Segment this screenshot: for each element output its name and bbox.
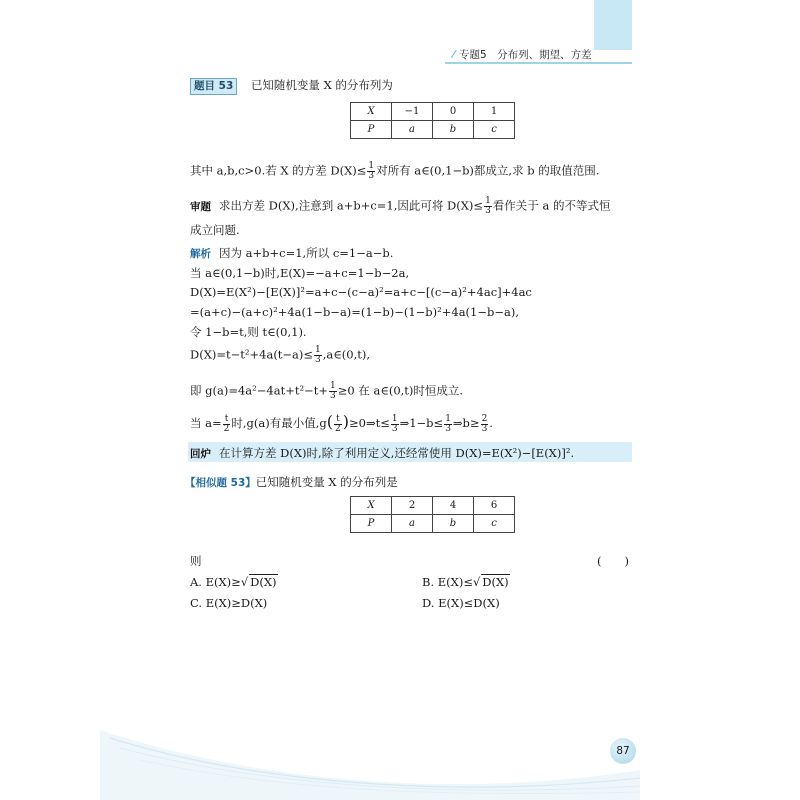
table-row (351, 103, 515, 121)
header-tab-decoration (594, 0, 632, 50)
option-d: D. E(X)≤D(X) (422, 596, 500, 610)
fraction-one-third: $\frac{1}{3}$ (445, 413, 451, 434)
problem-label: 题目 53 (190, 78, 237, 95)
table-cell: 1 (474, 103, 515, 121)
review-line-2: 成立问题. (190, 223, 240, 237)
wave-decoration (0, 700, 800, 800)
fraction-one-third: $\frac{1}{3}$ (329, 381, 336, 401)
table-cell: 0 (433, 103, 474, 121)
table-cell: X (351, 103, 392, 121)
similar-stem: 已知随机变量 X 的分布列是 (255, 475, 398, 489)
analysis-line-1: 解析 因为 a+b+c=1,所以 c=1−a−b. (190, 246, 394, 260)
fraction-one-third: $\frac{1}{3}$ (315, 345, 321, 365)
fraction-two-thirds: $\frac{2}{3}$ (481, 413, 488, 434)
analysis-line-4: =(a+c)−(a+c)²+4a(1−b−a)=(1−b)−(1−b)²+4a(1−b−a), (190, 305, 519, 319)
table-row (351, 121, 515, 139)
header-topic: 专题5 分布列、期望、方差 (459, 49, 592, 61)
table-cell: c (474, 515, 515, 533)
table-cell: 2 (392, 497, 433, 515)
analysis-line-3: D(X)=E(X²)−[E(X)]²=a+c−(c−a)²=a+c−[(c−a)²+4ac]+4ac (190, 285, 532, 299)
table-cell: 6 (474, 497, 515, 515)
fraction-t-over-2: $\frac{t}{2}$ (223, 413, 230, 434)
problem-stem: 已知随机变量 X 的分布列为 (250, 78, 393, 92)
table-cell: a (392, 121, 433, 139)
recap-tag: 回炉 (190, 448, 211, 460)
problem-stem-line (190, 77, 393, 95)
option-b: B. E(X)≤√ D(X) (422, 575, 509, 589)
table-cell: a (392, 515, 433, 533)
similar-stem-line (185, 474, 398, 490)
similar-then: 则 (190, 554, 202, 568)
option-a: A. E(X)≥√ D(X) (190, 575, 277, 589)
analysis-line-8: 当 a= $\frac{t}{2}$ 时,g(a)有最小值,g( $\frac{t}{2}$ )≥0⇒t≤ $\frac{1}{3}$ ⇒1−b≤ $\frac{1}{3}$ ⇒b≥ $\frac{2}{3}$ . (190, 412, 493, 434)
fraction-one-third: $\frac{1}{3}$ (485, 196, 491, 216)
table-cell: P (351, 515, 392, 533)
review-tag: 审题 (190, 200, 211, 213)
fraction-t-over-2: $\frac{t}{2}$ (335, 413, 341, 434)
similar-label: 【相似题 53】 (185, 477, 256, 489)
review-line-1: 审题 求出方差 D(X),注意到 a+b+c=1,因此可将 D(X)≤ $\frac{1}{3}$ 看作关于 a 的不等式恒 (190, 196, 611, 216)
answer-blank: ( ) (597, 554, 629, 568)
fraction-one-third: $\frac{1}{3}$ (368, 161, 375, 181)
table-cell: b (433, 121, 474, 139)
analysis-line-2: 当 a∈(0,1−b)时,E(X)=−a+c=1−b−2a, (190, 266, 410, 280)
similar-distribution-table (350, 496, 515, 533)
table-cell: X (351, 497, 392, 515)
sqrt-symbol: √ (472, 575, 481, 589)
analysis-line-5: 令 1−b=t,则 t∈(0,1). (190, 325, 307, 339)
problem-distribution-table (350, 102, 515, 139)
table-cell: c (474, 121, 515, 139)
recap-line: 回炉 在计算方差 D(X)时,除了利用定义,还经常使用 D(X)=E(X²)−[E(X)]². (190, 446, 575, 460)
table-cell: 4 (433, 497, 474, 515)
table-row (351, 515, 515, 533)
header-rule (445, 62, 632, 64)
table-row (351, 497, 515, 515)
table-cell: b (433, 515, 474, 533)
sqrt-symbol: √ (240, 575, 249, 589)
page-number: 87 (610, 738, 636, 764)
option-c: C. E(X)≥D(X) (190, 596, 268, 610)
problem-condition: 其中 a,b,c>0.若 X 的方差 D(X)≤ $\frac{1}{3}$ 对所有 a∈(0,1−b)都成立,求 b 的取值范围. (190, 161, 600, 181)
table-cell: −1 (392, 103, 433, 121)
fraction-one-third: $\frac{1}{3}$ (391, 413, 398, 434)
analysis-line-6: D(X)=t−t²+4a(t−a)≤ $\frac{1}{3}$ ,a∈(0,t), (190, 345, 371, 365)
table-cell: P (351, 121, 392, 139)
analysis-line-7: 即 g(a)=4a²−4at+t²−t+ $\frac{1}{3}$ ≥0 在 a∈(0,t)时恒成立. (190, 381, 464, 401)
analysis-tag: 解析 (190, 248, 211, 260)
